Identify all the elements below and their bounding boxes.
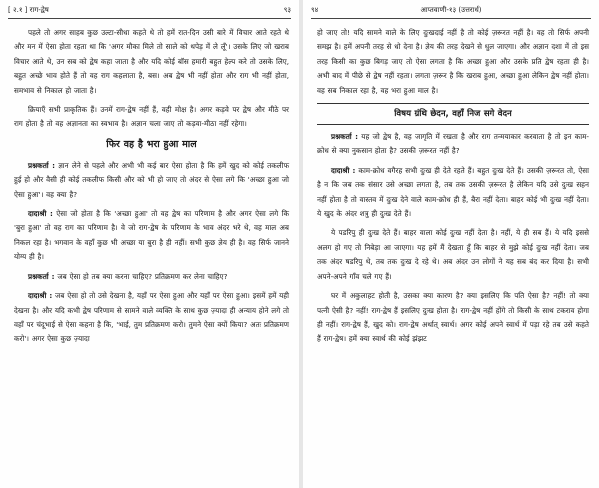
speaker-label: प्रश्नकर्ता : <box>28 271 55 281</box>
left-page-body <box>14 26 289 352</box>
left-running-title: [ २.१ ] राग-द्वेष <box>8 6 49 14</box>
dialogue-paragraph <box>14 207 289 265</box>
dialogue-paragraph <box>14 270 289 284</box>
speaker-label: दादाश्री : <box>28 291 53 301</box>
speaker-label: प्रश्नकर्ता : <box>331 132 359 142</box>
left-header-rule <box>8 18 291 19</box>
left-page-header <box>8 4 291 16</box>
dialogue-text: ऐसा जो होता है कि 'अच्छा हुआ' तो वह द्वेष का परिणाम है और अगर ऐसा लगे कि 'बुरा हुआ' तो वह राग का परिणाम है। वे जो राग-द्वेष के परिणाम के भाव अंदर भरे थे, वह माल अब निकल रहा है। भगवान के वहाँ कुछ भी अच्छा या बुरा है ही नहीं। सभी कुछ ज्ञेय ही है। वह सिर्फ जानने योग्य ही है। <box>14 209 289 262</box>
dialogue-text: ज्ञान लेने से पहले और अभी भी कई बार ऐसा होता है कि हमें खुद को कोई तकलीफ हुई हो और वैसी ही कोई तकलीफ किसी और को भी हो जाए तो अंदर से ऐसा लगे कि 'अच्छा हुआ जो ऐसा हुआ'। वह क्या है? <box>14 160 289 199</box>
dialogue-text: जब ऐसा हो तो उसे देखना है, यहाँ पर ऐसा हुआ और यहाँ पर ऐसा हुआ। इसमें हमें यही देखना है। और यदि कभी द्वेष परिणाम से सामने वाले व्यक्ति के साथ कुछ ज़्यादा ही अन्याय होने लगे तो वहाँ पर चंदूभाई से ऐसा कहना है कि, 'भाई, तुम प्रतिक्रमण करो। तुमने ऐसा क्यों किया? अतः प्रतिक्रमण करो'। अगर ऐसा कुछ ज़्यादा <box>14 291 289 344</box>
right-running-title: आप्तवाणी-१३ (उत्तरार्ध) <box>420 6 482 14</box>
speaker-label: दादाश्री : <box>331 165 356 175</box>
speaker-label: प्रश्नकर्ता : <box>28 160 55 170</box>
dialogue-paragraph <box>317 164 589 222</box>
body-paragraph: घर में अकुलाहट होती है, उसका क्या कारण है? क्या इसलिए कि पति ऐसा है? नहीं! तो क्या पत्नी ऐसी है? नहीं! राग-द्वेष हैं इसलिए दुःख होता है। राग-द्वेष नहीं होंगे तो किसी के साथ टकराव होगा ही नहीं। राग-द्वेष हैं, खुद को। राग-द्वेष अर्थात् स्वार्थ। अगर कोई अपने स्वार्थ में पड़ा रहे तब उसे कहते हैं राग-द्वेष। हमें क्या स्वार्थ की कोई झंझट <box>317 291 589 344</box>
section-heading: फिर वह है भरा हुआ माल <box>106 138 197 150</box>
left-page-number: ९३ <box>283 6 291 14</box>
dialogue-text: काम-क्रोध वगैरह सभी दुःख ही देते रहते हैं। बहुत दुःख देते हैं। उसकी ज़रूरत तो, ऐसा है न कि जब तक संसार उसे अच्छा लगता है, तब तक उसकी ज़रूरत है लेकिन यदि उसे दुःख सहन नहीं होता है तो वास्तव में दुःख देने वाले काम-क्रोध ही हैं, बैरा नहीं देता। बाहर कोई भी दुःख नहीं देता। ये खुद के अंदर शत्रु ही दुःख देते हैं। <box>317 165 589 219</box>
boxed-section-heading: विषय ग्रंथि छेदन, वहाँ निज सगे वेदन <box>317 103 589 125</box>
dialogue-paragraph <box>317 130 589 159</box>
body-paragraph: हो जाए तो! यदि सामने वाले के लिए दुःखदाई नहीं है तो कोई ज़रूरत नहीं है। वह तो सिर्फ अपनी समझ है। हमें अपनी तरह से धो देना है। ज्ञेय की तरह देखने से धुल जाएगा। और अज्ञान दशा में तो इस तरह किसी का कुछ बिगड़ जाए तो ऐसा लगता है कि अच्छा हुआ और उसके प्रति द्वेष रहता ही है। अभी बाद में पीछे से द्वेष नहीं रहता। लगता ज़रूर है कि खराब हुआ, अच्छा हुआ लेकिन द्वेष नहीं होता। वह सब निकाल रहा है, वह भरा हुआ माल है। <box>317 28 589 95</box>
body-paragraph: पहले तो अगर साहब कुछ उल्टा-सीधा कहते थे तो हमें रात-दिन उसी बारे में विचार आते रहते थे और मन में ऐसा होता रहता था कि 'अगर मौका मिले तो साले को थपेड़ में ले लूँ'। उसके लिए जो खराब विचार आते थे, उन सब को द्वेष कहा जाता है और यदि कोई बॉस हमारी बहुत हेल्प करे तो उसके लिए, बहुत अच्छे भाव होते हैं तो वह राग कहलाता है, बस। अब द्वेष भी नहीं होता और राग भी नहीं होता, समभाव से निकाल हो जाता है। <box>14 28 289 95</box>
dialogue-paragraph <box>14 289 289 347</box>
right-page-header <box>311 4 591 16</box>
dialogue-paragraph <box>14 159 289 202</box>
left-page <box>0 0 299 488</box>
right-page-body <box>317 26 589 352</box>
right-page-number: ९४ <box>311 6 319 14</box>
dialogue-text: यह जो द्वेष है, वह जागृति में रखता है और राग तन्मयाकार करवाता है तो इन काम-क्रोध से क्या नुकसान होता है? उसकी ज़रूरत नहीं है? <box>317 132 589 156</box>
body-paragraph: क्रियाएँ सभी प्राकृतिक हैं। उनमें राग-द्वेष नहीं हैं, वही मोक्ष है। अगर कड़वे पर द्वेष और मीठे पर राग होता है तो वह अज्ञानता का स्वभाव है। अज्ञान चला जाए तो कड़वा-मीठा नहीं रहेगा। <box>14 105 289 129</box>
right-page <box>303 0 599 488</box>
speaker-label: दादाश्री : <box>28 209 53 219</box>
right-header-rule <box>311 18 591 19</box>
body-paragraph: ये पडरिपु ही दुःख देते हैं। बाहर वाला कोई दुःख नहीं देता है। नहीं, ये ही सब हैं। ये यदि इससे अलग हो गए तो निबेड़ा आ जाएगा। यह हमें मैं देखता हूँ कि बाहर से मुझे कोई दुःख नहीं देता। जब तक अंदर षडरिपु थे, तब तक दुःख दे रहे थे। अब अंदर उन लोगों ने यह सब बंद कर दिया है। सभी अपने-अपने गाँव चले गए हैं। <box>317 228 589 281</box>
dialogue-text: जब ऐसा हो तब क्या करना चाहिए? प्रतिक्रमण कर लेना चाहिए? <box>57 271 228 281</box>
